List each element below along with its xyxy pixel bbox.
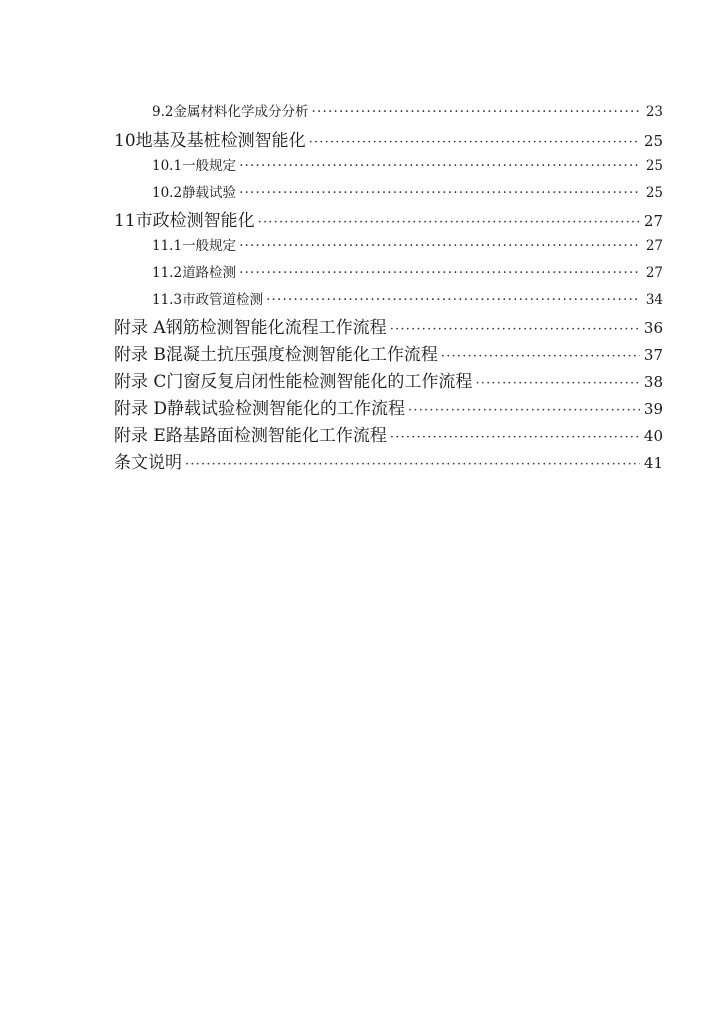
page-number: 27 bbox=[643, 212, 663, 230]
appendix-label: 附录 C bbox=[114, 372, 167, 392]
section-title: 道路检测 bbox=[182, 265, 237, 281]
chapter-title: 市政检测智能化 bbox=[135, 211, 255, 231]
page-number: 25 bbox=[645, 185, 663, 201]
appendix-title: 静载试验检测智能化的工作流程 bbox=[167, 399, 406, 419]
toc-entry[interactable] bbox=[114, 206, 663, 230]
leader-dots bbox=[239, 265, 640, 281]
section-title: 静载试验 bbox=[182, 185, 237, 201]
section-number: 10.1 bbox=[152, 158, 183, 174]
appendix-title: 混凝土抗压强度检测智能化工作流程 bbox=[165, 345, 438, 365]
section-number: 11.2 bbox=[152, 265, 183, 281]
section-title: 一般规定 bbox=[182, 158, 237, 174]
leader-dots bbox=[239, 158, 640, 174]
page-number: 27 bbox=[645, 238, 663, 254]
toc-entry[interactable] bbox=[114, 126, 663, 150]
chapter-number: 10 bbox=[114, 131, 136, 151]
leader-dots bbox=[239, 185, 640, 201]
page-number: 27 bbox=[645, 265, 663, 281]
toc-entry[interactable] bbox=[114, 421, 663, 445]
section-title: 市政管道检测 bbox=[182, 292, 264, 308]
leader-dots bbox=[408, 403, 640, 418]
leader-dots bbox=[309, 135, 640, 150]
toc-entry[interactable] bbox=[114, 448, 663, 472]
page-number: 25 bbox=[645, 158, 663, 174]
appendix-label: 附录 A bbox=[114, 318, 166, 338]
toc-entry[interactable] bbox=[152, 234, 663, 256]
leader-dots bbox=[441, 349, 640, 364]
page-number: 23 bbox=[645, 104, 663, 120]
appendix-title: 门窗反复启闭性能检测智能化的工作流程 bbox=[166, 372, 473, 392]
leader-dots bbox=[239, 238, 640, 254]
toc-entry[interactable] bbox=[114, 394, 663, 418]
leader-dots bbox=[258, 215, 640, 230]
toc-entry[interactable] bbox=[152, 288, 663, 310]
section-number: 11.1 bbox=[152, 238, 183, 254]
toc-entry[interactable] bbox=[114, 340, 663, 364]
page-number: 38 bbox=[643, 373, 663, 391]
leader-dots bbox=[266, 292, 640, 308]
chapter-title: 地基及基桩检测智能化 bbox=[135, 131, 306, 151]
toc-entry[interactable] bbox=[152, 181, 663, 203]
leader-dots bbox=[185, 457, 640, 472]
page-number: 36 bbox=[643, 319, 663, 337]
explanation-title: 条文说明 bbox=[114, 453, 182, 473]
leader-dots bbox=[311, 104, 640, 120]
page-number: 37 bbox=[643, 346, 663, 364]
page-number: 25 bbox=[643, 132, 663, 150]
toc-entry[interactable] bbox=[152, 154, 663, 176]
leader-dots bbox=[390, 430, 640, 445]
page-number: 39 bbox=[643, 400, 663, 418]
appendix-title: 路基路面检测智能化工作流程 bbox=[165, 426, 387, 446]
section-title: 金属材料化学成分分析 bbox=[173, 104, 309, 120]
toc-entry[interactable] bbox=[114, 367, 663, 391]
section-number: 9.2 bbox=[152, 104, 174, 120]
section-number: 11.3 bbox=[152, 292, 183, 308]
appendix-label: 附录 B bbox=[114, 345, 166, 365]
page-number: 34 bbox=[645, 292, 663, 308]
leader-dots bbox=[390, 322, 640, 337]
toc-entry[interactable] bbox=[114, 313, 663, 337]
appendix-label: 附录 D bbox=[114, 399, 168, 419]
section-number: 10.2 bbox=[152, 185, 183, 201]
toc-entry[interactable] bbox=[152, 261, 663, 283]
toc-entry[interactable] bbox=[152, 100, 663, 122]
page-number: 41 bbox=[643, 454, 663, 472]
page-number: 40 bbox=[643, 427, 663, 445]
section-title: 一般规定 bbox=[182, 238, 237, 254]
appendix-label: 附录 E bbox=[114, 426, 166, 446]
leader-dots bbox=[475, 376, 640, 391]
appendix-title: 钢筋检测智能化流程工作流程 bbox=[165, 318, 387, 338]
chapter-number: 11 bbox=[114, 211, 136, 231]
